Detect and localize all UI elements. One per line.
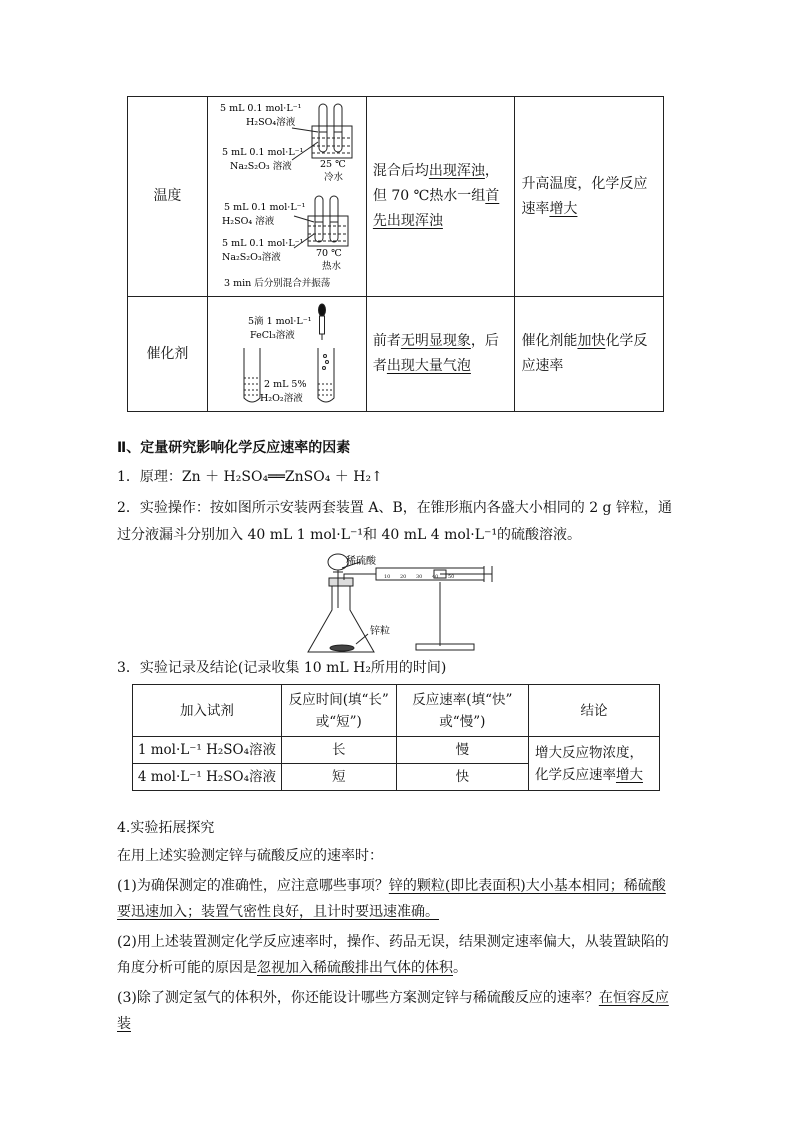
answer-text: 无明显现象 [400, 333, 471, 349]
question-text: (1)为确保测定的准确性，应注意哪些事项？ [117, 878, 389, 894]
test-tube-icon [244, 348, 260, 402]
table-row [133, 737, 660, 764]
rate-cell: 快 [396, 764, 528, 791]
table-row [128, 297, 664, 412]
section-title: Ⅱ、定量研究影响化学反应速率的因素 [117, 440, 351, 456]
fig-label: 5滴 1 mol·L⁻¹ [247, 315, 312, 327]
factor-cell: 催化剂 [128, 297, 208, 412]
temperature-apparatus-figure [208, 98, 366, 296]
text-run: ，后者 [372, 333, 499, 374]
fig-label: 5 mL 0.1 mol·L⁻¹ [223, 201, 306, 213]
header-text: 加入试剂 [179, 702, 234, 719]
table-row [128, 97, 664, 297]
answer-text: 忽视加入稀硫酸排出气体的体积 [257, 960, 453, 976]
text-run: 混合后均 [372, 163, 429, 179]
section4-title: 4.实验拓展探究 [117, 820, 215, 836]
header-text: 或“慢”) [439, 713, 486, 730]
fig-label: H₂SO₄ 溶液 [221, 215, 275, 227]
qualitative-table [127, 96, 664, 412]
acid-label: 稀硫酸 [346, 556, 376, 567]
answer-text: 出现大量气泡 [386, 358, 471, 374]
question-3 [117, 985, 677, 1037]
fig-label: 25 ℃ [319, 158, 346, 170]
header-cell [281, 685, 396, 737]
zinc-label: 锌粒 [370, 626, 390, 637]
fig-label: 5 mL 0.1 mol·L⁻¹ [221, 146, 304, 158]
answer-text: 出现浑浊 [428, 163, 485, 179]
table-header-row [133, 685, 660, 737]
factor-cell: 温度 [128, 97, 208, 297]
fig-label: FeCl₃溶液 [249, 329, 295, 341]
answer-text: 加快 [577, 333, 606, 349]
fig-label: 2 mL 5% [263, 378, 307, 390]
syringe-tick: 50 [448, 574, 455, 580]
reagent-cell: 1 mol·L⁻¹ H₂SO₄溶液 [133, 737, 282, 764]
answer-text: 首先出现浑浊 [372, 188, 500, 229]
catalyst-apparatus-figure [208, 298, 366, 411]
answer-text: 增大 [549, 200, 578, 217]
fig-label: 5 mL 0.1 mol·L⁻¹ [219, 102, 302, 114]
temperature-figure-cell [207, 97, 366, 297]
test-tube-bubbles-icon [318, 348, 334, 402]
answer-text: 增大 [615, 766, 643, 783]
question-2 [117, 929, 677, 981]
text-run: ，但 70 ℃热水一组 [372, 163, 499, 204]
conclusion-cell [515, 297, 664, 412]
section4-intro: 在用上述实验测定锌与硫酸反应的速率时： [117, 848, 383, 864]
syringe-tick: 20 [400, 574, 407, 580]
fig-label: Na₂S₂O₃ 溶液 [229, 160, 292, 172]
header-text: 反应时间(填“长” [288, 691, 389, 708]
header-cell [396, 685, 528, 737]
text-run: 增大反应物浓度，化学反应速率 [534, 744, 643, 783]
phenomenon-cell [366, 97, 515, 297]
question-text: (2)用上述装置测定化学反应速率时，操作、药品无误，结果测定速率偏大，从装置缺陷的角度分析可能的原因是 [117, 934, 669, 976]
syringe-tick: 40 [432, 574, 439, 580]
text-run: 催化剂能 [521, 333, 578, 349]
header-cell [133, 685, 282, 737]
text-run: 升高温度，化学反应速率 [521, 175, 648, 217]
principle-line: 1．原理：Zn ＋ H₂SO₄══ZnSO₄ ＋ H₂↑ [117, 469, 383, 485]
zinc-granules-icon [330, 645, 354, 651]
phenomenon-cell [366, 297, 515, 412]
fig-label: H₂SO₄溶液 [245, 116, 296, 128]
answer-text: 在恒容反应装 [117, 990, 669, 1032]
syringe-tick: 10 [384, 574, 391, 580]
dropper-icon [318, 304, 325, 340]
time-cell: 长 [281, 737, 396, 764]
fig-label: 热水 [321, 260, 341, 272]
question-1 [117, 873, 677, 925]
separatory-funnel-icon [328, 554, 348, 570]
catalyst-figure-cell [207, 297, 366, 412]
reagent-cell: 4 mol·L⁻¹ H₂SO₄溶液 [133, 764, 282, 791]
fig-label: Na₂S₂O₃溶液 [221, 251, 281, 263]
conclusion-cell [515, 97, 664, 297]
gas-apparatus-figure [300, 548, 500, 660]
syringe-tick: 30 [416, 574, 423, 580]
header-text: 或“短”) [315, 713, 362, 730]
stopper-icon [329, 578, 353, 586]
header-text: 结论 [580, 702, 608, 719]
fig-label: H₂O₂溶液 [259, 392, 303, 404]
text-run: 前者 [372, 333, 401, 349]
text-run: 化学反应速率 [521, 333, 648, 374]
time-cell: 短 [281, 764, 396, 791]
fig-label: 70 ℃ [315, 247, 342, 259]
operation-paragraph: 2．实验操作：按如图所示安装两套装置 A、B，在锥形瓶内各盛大小相同的 2 g 锌粒，通过分液漏斗分别加入 40 mL 1 mol·L⁻¹和 40 mL 4 mol·L⁻¹的硫酸溶液。 [117, 500, 672, 543]
conical-flask-icon [308, 584, 374, 652]
record-title: 3．实验记录及结论(记录收集 10 mL H₂所用的时间) [117, 660, 447, 676]
fig-label: 冷水 [323, 171, 343, 183]
answer-text: 锌的颗粒(即比表面积)大小基本相同；稀硫酸要迅速加入；装置气密性良好，且计时要迅速准确。 [117, 878, 666, 920]
conclusion-cell [528, 737, 659, 791]
header-text: 反应速率(填“快” [412, 691, 513, 708]
rate-cell: 慢 [396, 737, 528, 764]
header-cell [528, 685, 659, 737]
question-text: (3)除了测定氢气的体积外，你还能设计哪些方案测定锌与稀硫酸反应的速率？ [117, 990, 599, 1006]
quantitative-table [132, 684, 660, 791]
fig-caption: 3 min 后分别混合并振荡 [223, 277, 331, 289]
fig-label: 5 mL 0.1 mol·L⁻¹ [221, 237, 304, 249]
text-run: 。 [453, 960, 467, 976]
